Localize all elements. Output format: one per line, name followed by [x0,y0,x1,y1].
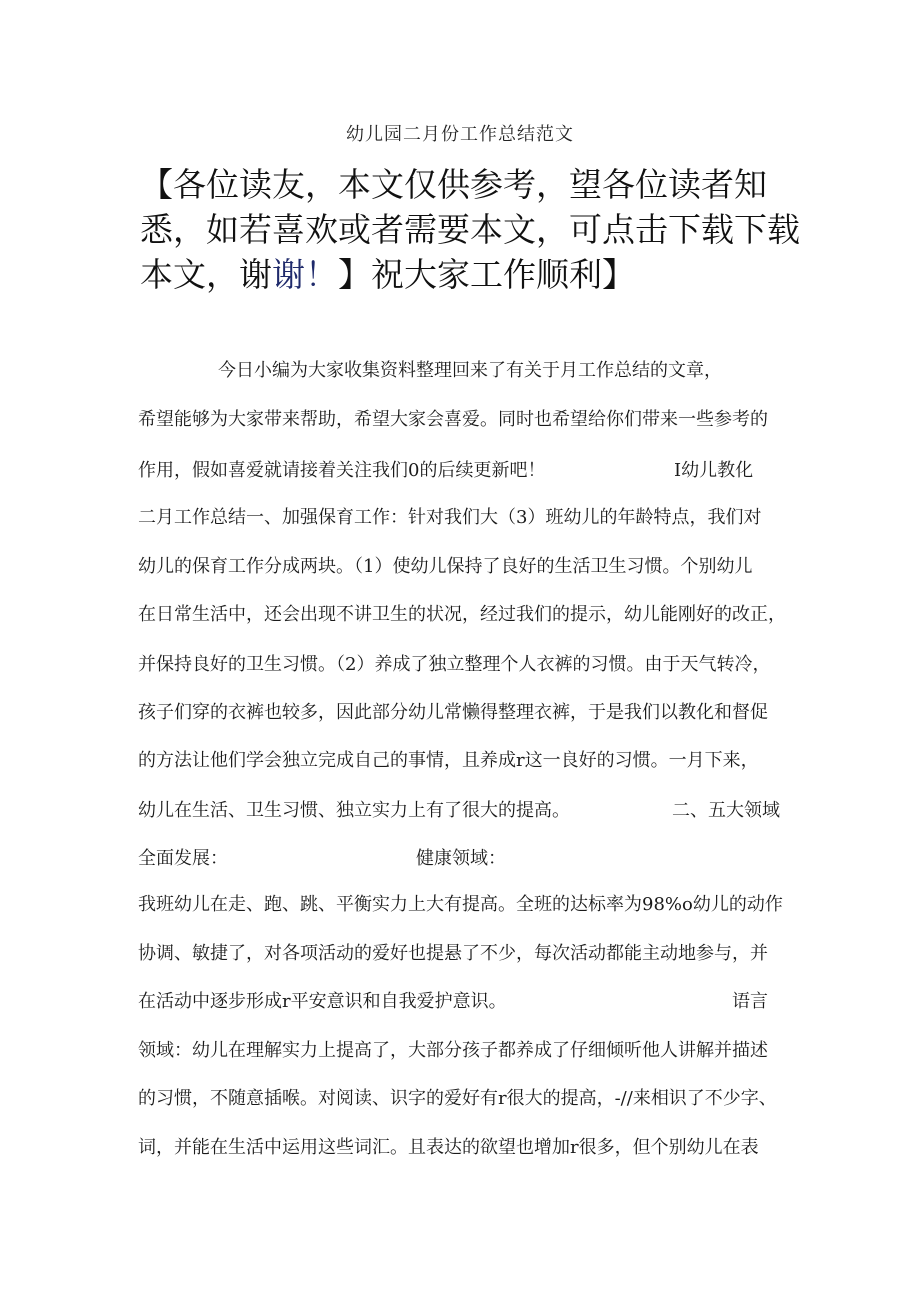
body-line: 我班幼儿在走、跑、跳、平衡实力上大有提高。全班的达标率为98%o幼儿的动作 [138,894,783,915]
body-line: 词，并能在生活中运用这些词汇。且表达的欲望也增加r很多，但个别幼儿在表 [138,1137,759,1158]
body-line: 的习惯，不随意插喉。对阅读、识字的爱好有r很大的提高，-//来相识了不少字、 [138,1088,777,1109]
body-line: 的方法让他们学会独立完成自己的事情，且养成r这一良好的习惯。一月下来， [138,750,759,771]
body-segment: 语言 [732,991,768,1012]
body-line: 孩子们穿的衣裤也较多，因此部分幼儿常懒得整理衣裤，于是我们以教化和督促 [138,702,768,723]
body-line: 幼儿的保育工作分成两块。（1）使幼儿保持了良好的生活卫生习惯。个别幼儿 [138,556,753,577]
body-line: 在活动中逐步形成r平安意识和自我爱护意识。 [138,991,507,1012]
notice-text-1: 【各位读友，本文仅供参考，望各位读者知悉，如若喜欢或者需要本文，可点击下载下载本文，谢 [140,165,800,294]
body-line: 在日常生活中，还会出现不讲卫生的状况，经过我们的提示，幼儿能刚好的改正， [138,604,786,625]
download-notice [140,162,800,297]
notice-text-2: 谢！ [272,255,338,294]
body-line: 二月工作总结一、加强保育工作：针对我们大（3）班幼儿的年龄特点，我们对 [138,507,762,528]
body-segment: I幼儿教化 [674,460,754,481]
body-line: 幼儿在生活、卫生习惯、独立实力上有了很大的提高。 [138,800,570,821]
body-line: 协调、敏捷了，对各项活动的爱好也提悬了不少，每次活动都能主动地参与，并 [138,943,768,964]
body-segment: 二、五大领域 [672,800,780,821]
notice-text-3: 】祝大家工作顺利】 [338,255,635,294]
body-segment: 健康领域： [416,848,506,869]
document-title: 幼儿园二月份工作总结范文 [346,124,574,145]
body-line: 全面发展： [138,848,228,869]
body-line: 希望能够为大家带来帮助，希望大家会喜爱。同时也希望给你们带来一些参考的 [138,409,768,430]
body-line: 作用，假如喜爱就请接着关注我们0的后续更新吧！ [138,460,546,481]
body-line: 并保持良好的卫生习惯。（2）养成了独立整理个人衣裤的习惯。由于天气转冷， [138,654,771,675]
body-line: 今日小编为大家收集资料整理回来了有关于月工作总结的文章， [218,360,722,381]
body-line: 领域：幼儿在理解实力上提高了，大部分孩子都养成了仔细倾听他人讲解并描述 [138,1040,768,1061]
